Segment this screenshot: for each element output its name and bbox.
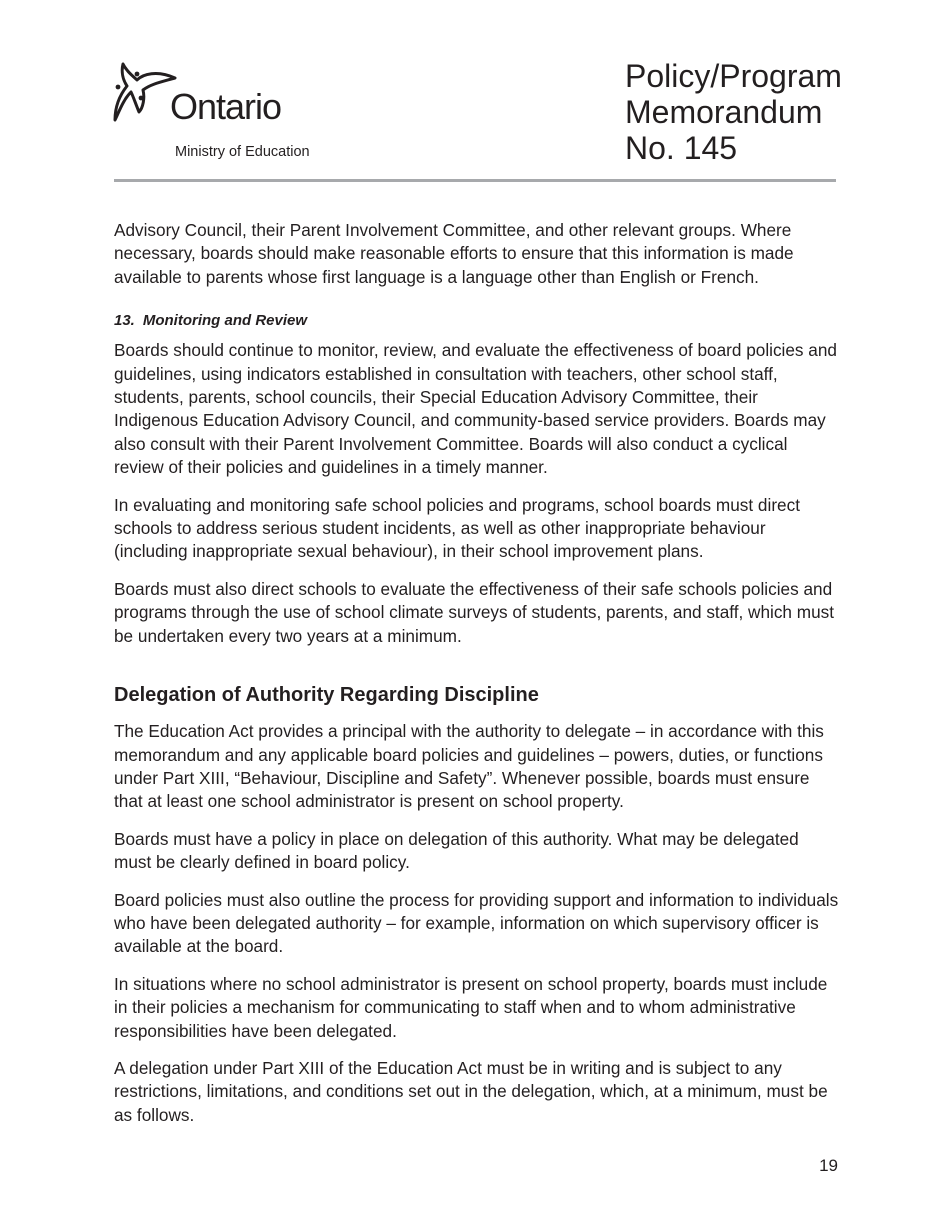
page-number: 19 <box>819 1156 838 1175</box>
delegation-heading: Delegation of Authority Regarding Discipline <box>114 684 539 707</box>
ontario-logo <box>113 62 313 127</box>
paragraph: The Education Act provides a principal with the authority to delegate – in accordance with this memorandum and any applicable board policies and guidelines – powers, duties, or functions under Part XIII, “Behaviour, Discipline and Safety”. Whenever possible, boards must ensure that at least one school administrator is present on school property. <box>114 721 824 812</box>
ministry-name: Ministry of Education <box>175 144 310 160</box>
section-number: 13. <box>114 312 135 330</box>
paragraph: In situations where no school administrator is present on school property, boards must include in their policies a mechanism for communicating to staff when and to whom administrative responsibilities have been delegated. <box>114 973 828 1041</box>
document-body <box>114 219 839 1141</box>
paragraph: Boards should continue to monitor, review, and evaluate the effectiveness of board policies and guidelines, using indicators established in consultation with teachers, other school staff, students, parents, school councils, their Special Education Advisory Committee, their Indigenous Education Advisory Council, and community-based service providers. Boards may also consult with their Parent Involvement Committee. Boards will also conduct a cyclical review of their policies and guidelines in a timely manner. <box>114 340 837 478</box>
memo-title <box>625 58 842 166</box>
section-13-heading <box>114 311 839 331</box>
paragraph: Board policies must also outline the process for providing support and information to individuals who have been delegated authority – for example, information on which supervisory officer is available at the board. <box>114 889 839 957</box>
paragraph: Boards must also direct schools to evaluate the effectiveness of their safe schools policies and programs through the use of school climate surveys of students, parents, and staff, which must be undertaken every two years at a minimum. <box>114 578 835 646</box>
memo-title-line: Memorandum <box>625 94 823 130</box>
paragraph: A delegation under Part XIII of the Education Act must be in writing and is subject to any restrictions, limitations, and conditions set out in the delegation, which, at a minimum, must be as follows. <box>114 1057 828 1125</box>
header-divider <box>114 179 836 182</box>
ontario-wordmark: Ontario <box>170 86 282 127</box>
memo-title-line: No. 145 <box>625 130 738 166</box>
intro-paragraph: Advisory Council, their Parent Involvement Committee, and other relevant groups. Where necessary, boards should make reasonable efforts to ensure that this information is made available to parents whose first language is a language other than English or French. <box>114 220 794 287</box>
paragraph: Boards must have a policy in place on delegation of this authority. What may be delegated must be clearly defined in board policy. <box>114 828 799 873</box>
section-title: Monitoring and Review <box>142 312 308 330</box>
memo-title-line: Policy/Program <box>625 58 842 94</box>
paragraph: In evaluating and monitoring safe school policies and programs, school boards must direct schools to address serious student incidents, as well as other inappropriate behaviour (including inappropriate sexual behaviour), in their school improvement plans. <box>114 494 800 562</box>
